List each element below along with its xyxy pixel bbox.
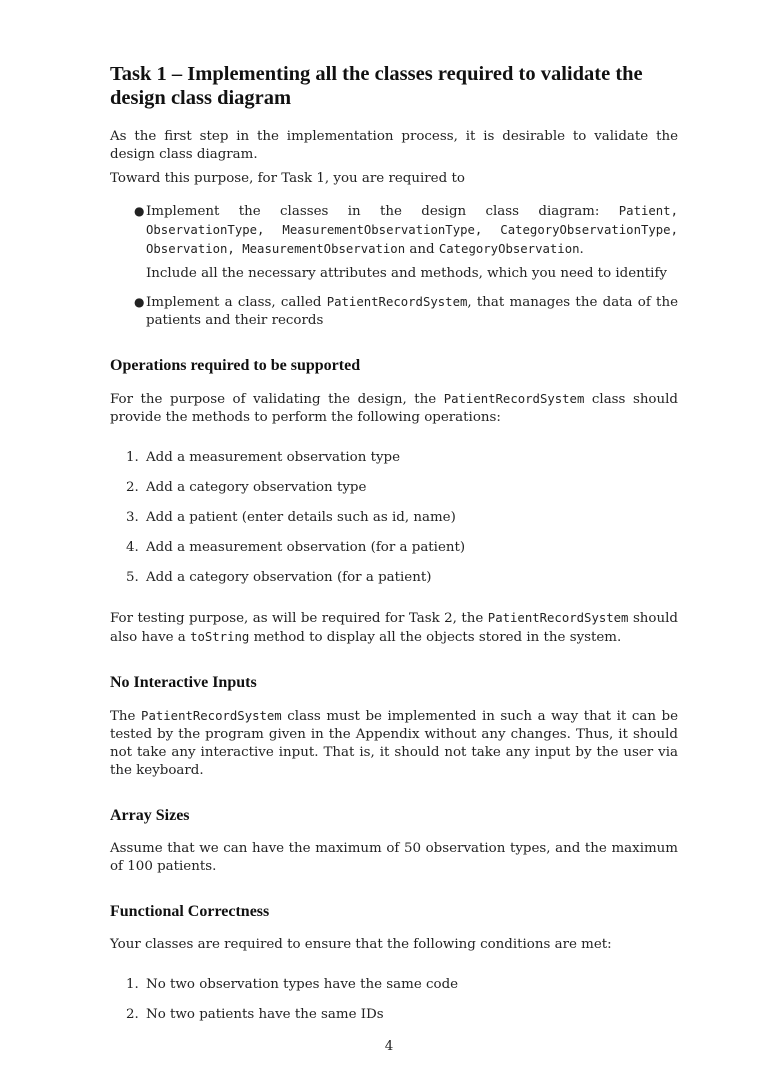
intro-paragraph-1: As the first step in the implementation process, it is desirable to validate the design class diagram. bbox=[110, 129, 678, 162]
bullet-icon: ● bbox=[134, 295, 145, 309]
document-page bbox=[110, 60, 678, 1036]
method-name: toString bbox=[190, 630, 250, 644]
requirements-list bbox=[110, 202, 678, 330]
class-name: PatientRecordSystem bbox=[443, 392, 585, 406]
class-name: PatientRecordSystem bbox=[141, 709, 282, 723]
intro-paragraph-2: Toward this purpose, for Task 1, you are required to bbox=[110, 171, 465, 186]
list-item: ● Implement the classes in the design class diagram: Patient, ObservationType, MeasurementObservationType, CategoryObservationType, Observation, MeasurementObservation and CategoryObservation. Include all the necessary attributes and methods, which you need to identify bbox=[134, 204, 678, 281]
list-item: ● Implement a class, called PatientRecordSystem, that manages the data of the patients and their records bbox=[134, 295, 678, 328]
page-title: Task 1 – Implementing all the classes required to validate the design class diagram bbox=[110, 63, 643, 109]
operations-list bbox=[110, 449, 678, 587]
list-item: 1. No two observation types have the same code bbox=[126, 977, 459, 992]
section-heading-array-sizes: Array Sizes bbox=[110, 807, 190, 824]
list-item: 5. Add a category observation (for a patient) bbox=[126, 570, 432, 585]
array-sizes-paragraph: Assume that we can have the maximum of 50 observation types, and the maximum of 100 patients. bbox=[110, 841, 678, 874]
section-heading-no-interactive: No Interactive Inputs bbox=[110, 674, 257, 691]
class-name: PatientRecordSystem bbox=[487, 611, 629, 625]
page-number: 4 bbox=[384, 1039, 394, 1054]
testing-paragraph: For testing purpose, as will be required for Task 2, the PatientRecordSystem should also have a toString method to display all the objects stored in the system. bbox=[110, 611, 678, 645]
conditions-list bbox=[110, 976, 678, 1036]
bullet-note: Include all the necessary attributes and methods, which you need to identify bbox=[146, 266, 667, 281]
class-names: Patient, ObservationType, MeasurementObservationType, CategoryObservationType, Observation, MeasurementObservation bbox=[146, 204, 678, 256]
list-item: 3. Add a patient (enter details such as id, name) bbox=[126, 510, 456, 525]
class-name: CategoryObservation bbox=[438, 242, 580, 256]
list-item: 1. Add a measurement observation type bbox=[126, 450, 401, 465]
class-name: PatientRecordSystem bbox=[326, 295, 468, 309]
functional-paragraph: Your classes are required to ensure that the following conditions are met: bbox=[110, 937, 612, 952]
bullet-icon: ● bbox=[134, 204, 145, 218]
list-item: 2. No two patients have the same IDs bbox=[126, 1007, 384, 1022]
list-item: 4. Add a measurement observation (for a patient) bbox=[126, 540, 466, 555]
operations-paragraph: For the purpose of validating the design, the PatientRecordSystem class should provide the methods to perform the following operations: bbox=[110, 392, 678, 425]
list-item: 2. Add a category observation type bbox=[126, 480, 367, 495]
section-heading-operations: Operations required to be supported bbox=[110, 357, 361, 374]
section-heading-functional: Functional Correctness bbox=[110, 903, 270, 920]
no-interactive-paragraph: The PatientRecordSystem class must be implemented in such a way that it can be tested by the program given in the Appendix without any changes. Thus, it should not take any interactive input. That is, it should not take any input by the user via the keyboard. bbox=[110, 709, 678, 778]
